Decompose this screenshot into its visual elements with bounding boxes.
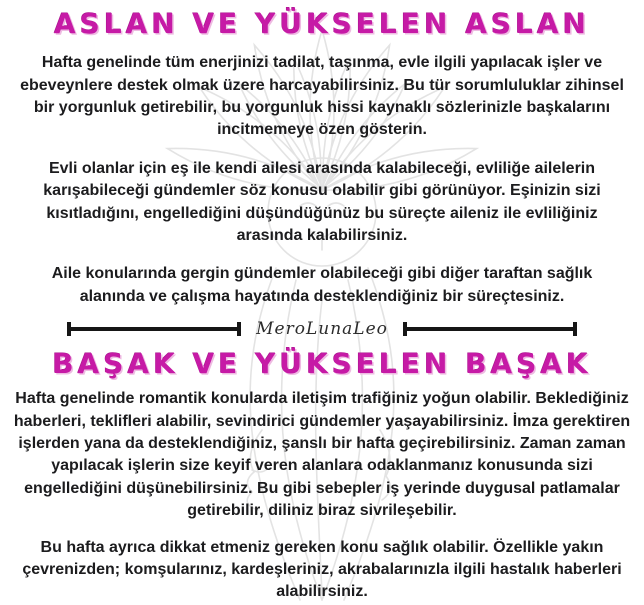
aslan-paragraph-3: Aile konularında gergin gündemler olabileceği gibi diğer taraftan sağlık alanında ve çalışma hayatında desteklendiğiniz bir süreçtesiniz. — [51, 265, 593, 305]
aslan-paragraph-1: Hafta genelinde tüm enerjinizi tadilat, taşınma, evle ilgili yapılacak işler ve ebeveynlere destek olmak üzere harcayabilirsiniz. Bu tür sorumluluklar zihinsel bir yorgunluk getirebilir, bu yorgunluk hissi kaynaklı sözlerinizle başkalarını incitmemeye özen gösterin. — [20, 54, 624, 139]
section-title-basak: BAŞAK VE YÜKSELEN BAŞAK — [52, 347, 592, 381]
divider-line-left — [68, 327, 240, 331]
aslan-paragraph-2: Evli olanlar için eş ile kendi ailesi arasında kalabileceği, evliliğe ailelerin karışabileceği gündemler söz konusu olabilir gibi görünüyor. Eşinizin sizi kısıtladığını, engellediğini düşündüğünüz bu süreçte aileniz ile evliliğiniz arasında kalabilirsiniz. — [43, 159, 601, 244]
brand-signature: MeroLunaLeo — [256, 319, 388, 340]
basak-paragraph-1: Hafta genelinde romantik konularda iletişim trafiğiniz yoğun olabilir. Beklediğiniz haberleri, teklifleri alabilir, sevindirici gündemler yaşayabilirsiniz. İmza gerektiren işlerden yana da desteklendiğiniz, şanslı bir hafta geçirebilirsiniz. Zaman zaman yapılacak işlerin size keyif veren alanlara odaklanmanız konusunda sizi engellediğini düşünebilirsiniz. Bu gibi sebepler iş yerinde duygusal patlamalar getirebilir, diliniz biraz sivrileşebilir. — [13, 390, 631, 520]
divider-line-right — [404, 327, 576, 331]
section-title-aslan: ASLAN VE YÜKSELEN ASLAN — [53, 7, 590, 40]
section-divider — [0, 318, 644, 340]
basak-paragraph-2: Bu hafta ayrıca dikkat etmeniz gereken konu sağlık olabilir. Özellikle yakın çevrenizden; komşularınız, kardeşleriniz, akrabalarınızla ilgili hastalık haberleri alabilirsiniz. — [22, 538, 622, 601]
